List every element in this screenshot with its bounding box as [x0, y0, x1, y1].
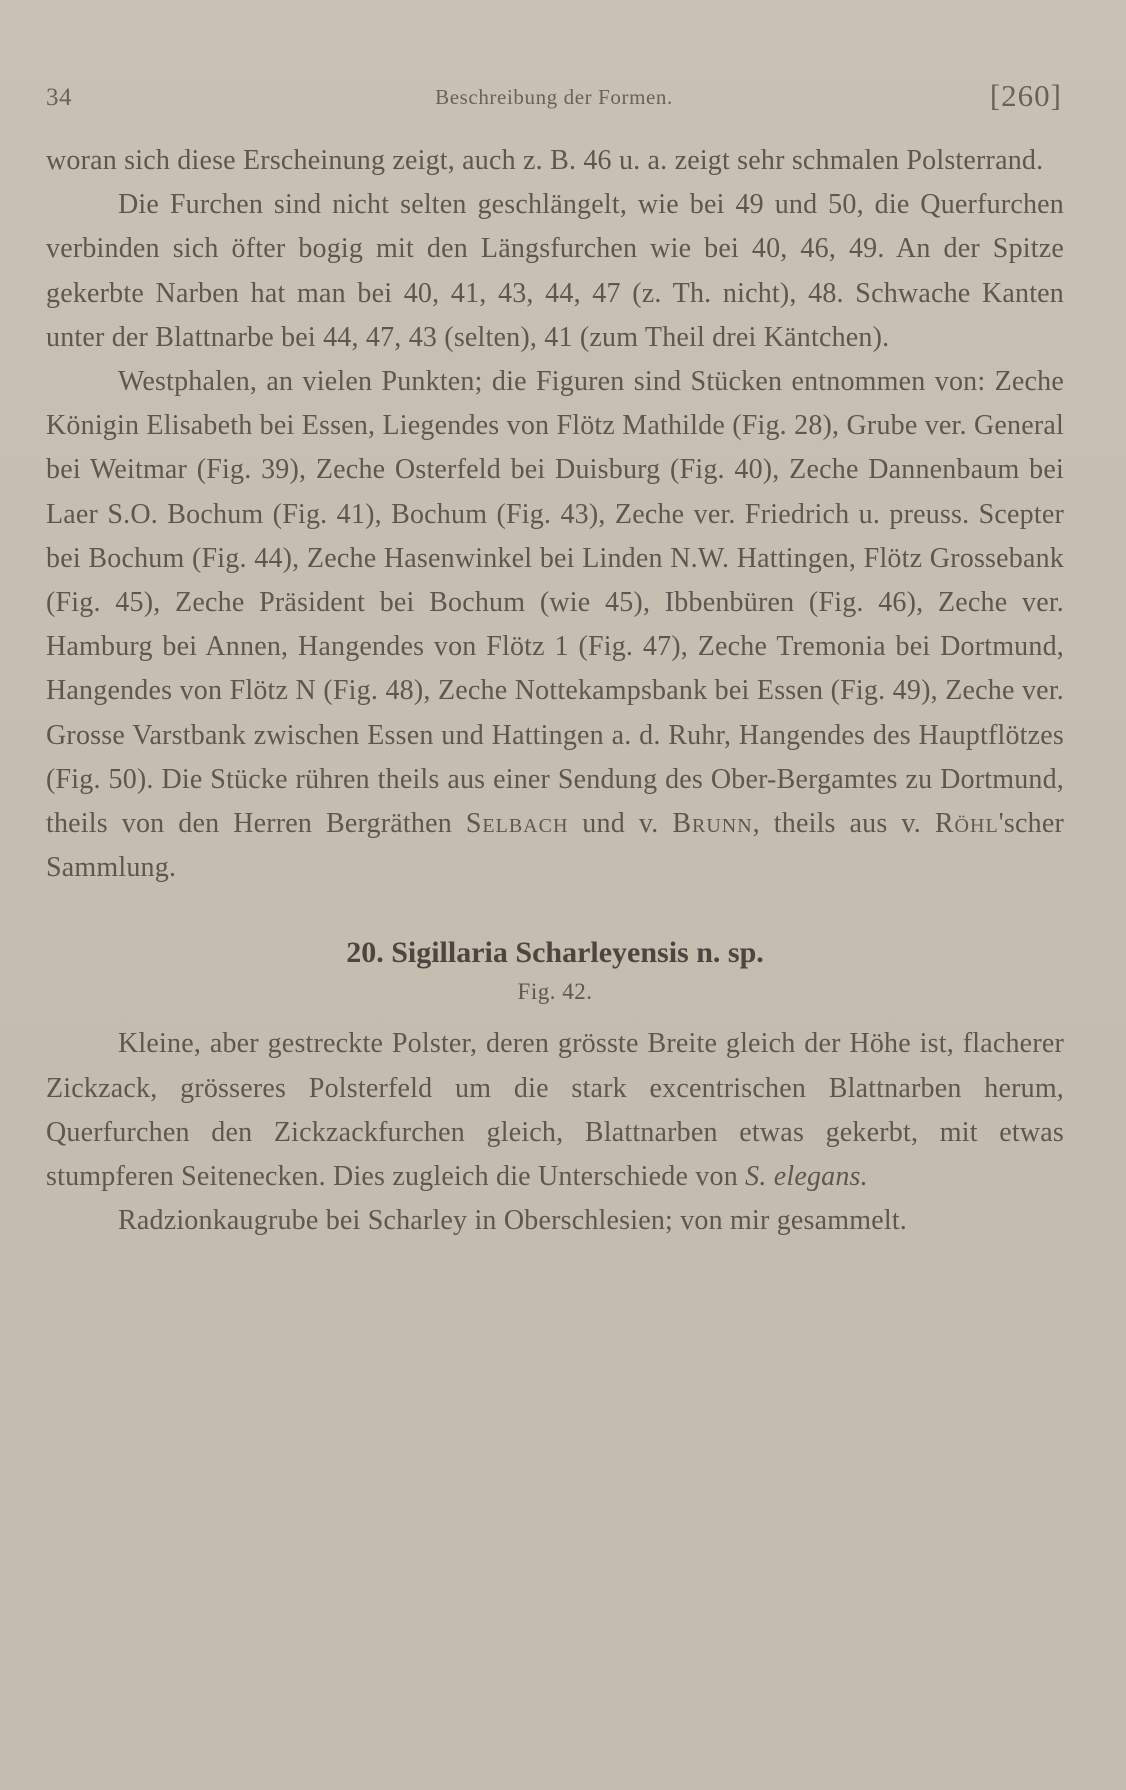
- section-species: Scharleyensis: [515, 936, 689, 970]
- bracket-page-number: [260]: [989, 78, 1062, 113]
- paragraph-locality: Radzionkaugrube bei Scharley in Oberschlesien; von mir gesammelt.: [118, 1205, 908, 1237]
- section-number: 20.: [346, 936, 384, 970]
- person-name-selbach: Selbach: [465, 808, 569, 840]
- section-designation: n. sp.: [696, 936, 764, 970]
- text-theils-aus-v: , theils aus v.: [752, 808, 935, 840]
- species-reference: S. elegans.: [745, 1161, 868, 1193]
- localities-text: Westphalen, an vielen Punkten; die Figuren sind Stücken entnommen von: Zeche Königin Elisabeth bei Essen, Liegendes von Flötz Mathilde (Fig. 28), Grube ver. General bei Weitmar (Fig. 39), Zeche Osterfeld bei Duisburg (Fig. 40), Zeche Dannenbaum bei Laer S.O. Bochum (Fig. 41), Bochum (Fig. 43), Zeche ver. Friedrich u. preuss. Scepter bei Bochum (Fig. 44), Zeche Hasenwinkel bei Linden N.W. Hattingen, Flötz Grossebank (Fig. 45), Zeche Präsident bei Bochum (wie 45), Ibbenbüren (Fig. 46), Zeche ver. Hamburg bei Annen, Hangendes von Flötz 1 (Fig. 47), Zeche Tremonia bei Dortmund, Hangendes von Flötz N (Fig. 48), Zeche Nottekampsbank bei Essen (Fig. 49), Zeche ver. Grosse Varstbank zwischen Essen und Hattingen a. d. Ruhr, Hangendes des Hauptflötzes (Fig. 50). Die Stücke rühren theils aus einer Sendung des Ober-Bergamtes zu Dortmund, theils von den Herren Bergräthen: [46, 366, 1064, 840]
- page-header: [46, 74, 1062, 114]
- description-text: Kleine, aber gestreckte Polster, deren grösste Breite gleich der Höhe ist, flacherer Zickzack, grösseres Polsterfeld um die stark excentrischen Blattnarben herum, Querfurchen den Zickzackfurchen gleich, Blattnarben etwas gekerbt, mit etwas stumpferen Seitenecken. Dies zugleich die Unterschiede von: [46, 1028, 1064, 1193]
- paragraph-localities: [46, 360, 1064, 890]
- text-scher-sammlung: 'scher Sammlung.: [46, 808, 1064, 884]
- paragraph-furchen: Die Furchen sind nicht selten geschlängelt, wie bei 49 und 50, die Querfurchen verbinden sich öfter bogig mit den Längsfurchen wie bei 40, 46, 49. An der Spitze gekerbte Narben hat man bei 40, 41, 43, 44, 47 (z. Th. nicht), 48. Schwache Kanten unter der Blattnarbe bei 44, 47, 43 (selten), 41 (zum Theil drei Käntchen).: [46, 189, 1064, 353]
- section-genus: Sigillaria: [391, 936, 508, 970]
- main-text: [46, 139, 1064, 1243]
- person-name-roehl: Röhl: [934, 808, 999, 840]
- section-heading: [46, 932, 1064, 974]
- page-number: 34: [46, 84, 72, 111]
- paragraph-description: [46, 1022, 1064, 1199]
- person-name-brunn: Brunn: [672, 808, 753, 840]
- figure-reference: Fig. 42.: [517, 979, 593, 1005]
- paragraph-continuation: woran sich diese Erscheinung zeigt, auch z. B. 46 u. a. zeigt sehr schmalen Polsterrand.: [46, 145, 1044, 176]
- text-und-v: und v.: [568, 808, 673, 840]
- running-title: Beschreibung der Formen.: [435, 85, 673, 109]
